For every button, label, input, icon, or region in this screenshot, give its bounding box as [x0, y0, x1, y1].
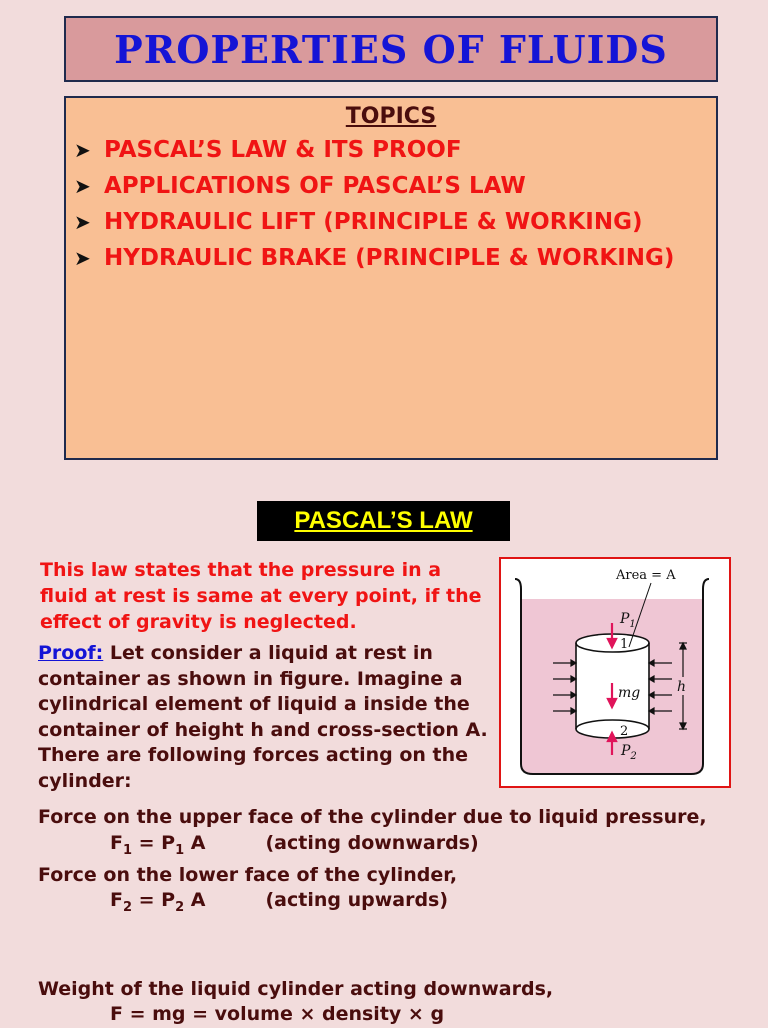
proof-text: Let consider a liquid at rest in container as shown in figure. Imagine a cylindrical element of liquid a inside the container of height h and cross-section A. There are following forces acting on the cylinder:: [38, 642, 488, 792]
topic-item: [66, 207, 716, 237]
equation-f3-partial: F = mg = volume × density × g: [110, 1003, 445, 1026]
mg-label: mg: [618, 685, 641, 701]
weight-text: Weight of the liquid cylinder acting downwards,: [38, 977, 554, 1000]
height-label: h: [677, 679, 687, 695]
page-title: PROPERTIES OF FLUIDS: [114, 26, 668, 72]
arrow-bullet-icon: ➤: [74, 246, 91, 270]
topic-item-label: APPLICATIONS OF PASCAL’S LAW: [104, 173, 526, 199]
topics-list: [66, 135, 716, 273]
area-label: Area = A: [616, 568, 676, 583]
section-title: [257, 501, 510, 541]
equation-f1: $F_1 = P_1$ A (acting downwards): [110, 831, 479, 858]
equation-f2: $F_2 = P_2$ A (acting upwards): [110, 889, 449, 916]
forces-derivation: [38, 805, 738, 1028]
p1-label: $P_1$: [620, 611, 636, 630]
section-title-label: PASCAL’S LAW: [294, 507, 473, 534]
proof-label: Proof:: [38, 642, 104, 664]
topic-item-label: HYDRAULIC BRAKE (PRINCIPLE & WORKING): [104, 245, 675, 271]
face2-label: 2: [620, 724, 629, 739]
title-box: [64, 16, 718, 82]
p2-label: $P_2$: [621, 743, 637, 762]
upper-force-text: Force on the upper face of the cylinder due to liquid pressure,: [38, 806, 707, 828]
topics-box: [64, 96, 718, 460]
law-definition: This law states that the pressure in a fluid at rest is same at every point, if the effect of gravity is neglected.: [40, 559, 482, 633]
topic-item: [66, 171, 716, 201]
arrow-bullet-icon: ➤: [74, 174, 91, 198]
topic-item-label: HYDRAULIC LIFT (PRINCIPLE & WORKING): [104, 209, 643, 235]
lower-force-text: Force on the lower face of the cylinder,: [38, 863, 458, 886]
topic-item: [66, 243, 716, 273]
arrow-bullet-icon: ➤: [74, 210, 91, 234]
container-diagram: [501, 559, 729, 786]
arrow-bullet-icon: ➤: [74, 138, 91, 162]
proof-paragraph: [38, 641, 493, 794]
topic-item-label: PASCAL’S LAW & ITS PROOF: [104, 137, 462, 163]
topics-heading: TOPICS: [345, 104, 437, 129]
face1-label: 1: [620, 637, 629, 652]
cylinder-figure: [499, 557, 731, 788]
topic-item: [66, 135, 716, 165]
